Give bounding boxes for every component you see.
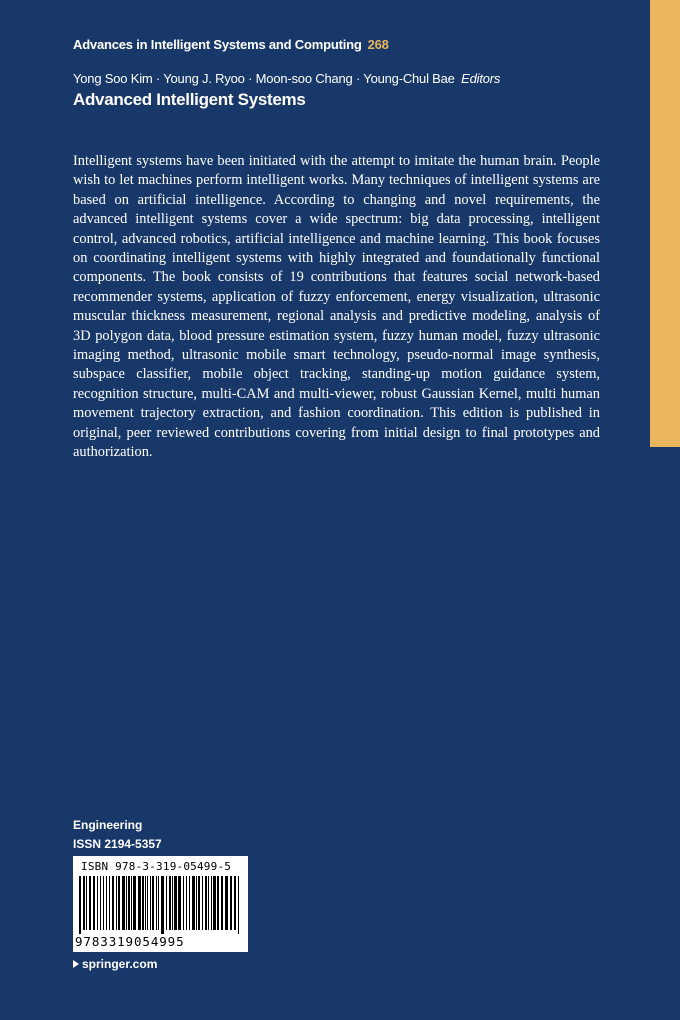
isbn-label: ISBN 978-3-319-05499-5 <box>81 860 232 873</box>
book-description: Intelligent systems have been initiated with the attempt to imitate the human brain. People wish to let machines perform intelligent works. Many techniques of intelligent systems are based on artificial intelligence. According to changing and novel requirements, the advanced intelligent systems cover a wide spectrum: big data processing, intelligent control, advanced robotics, artificial intelligence and machine learning. This book focuses on coordinating intelligent systems with highly integrated and foundationally functional components. The book consists of 19 contributions that features social network-based recommender systems, application of fuzzy enforcement, energy visualization, ultrasonic muscular thickness measurement, regional analysis and predictive modeling, analysis of 3D polygon data, blood pressure estimation system, fuzzy human model, fuzzy ultrasonic imaging method, ultrasonic mobile smart technology, pseudo-normal image synthesis, subspace classifier, mobile object tracking, standing-up motion guidance system, recognition structure, multi-CAM and multi-viewer, robust Gaussian Kernel, multi human movement trajectory extraction, and fashion coordination. This edition is published in original, peer reviewed contributions covering from initial design to final prototypes and authorization. <box>73 153 600 461</box>
barcode-bar <box>225 876 228 930</box>
barcode-bar <box>93 876 95 930</box>
barcode-bar <box>122 876 125 930</box>
website-label: springer.com <box>82 957 158 971</box>
barcode-bar <box>126 876 127 930</box>
barcode-bar <box>186 876 187 930</box>
barcode-bar <box>103 876 104 930</box>
barcode-bar <box>221 876 223 930</box>
barcode-bar <box>100 876 101 930</box>
editor-names: Yong Soo Kim · Young J. Ryoo · Moon-soo Chang · Young-Chul Bae <box>73 71 455 86</box>
barcode-bar <box>238 876 239 934</box>
barcode-bar <box>169 876 171 930</box>
barcode-bar <box>116 876 117 930</box>
barcode-bar <box>83 876 85 930</box>
barcode-bar <box>156 876 157 930</box>
barcode-bar <box>131 876 132 930</box>
triangle-arrow-icon <box>73 960 79 968</box>
barcode-bar <box>145 876 146 930</box>
subject-category: Engineering <box>73 818 143 832</box>
editors-role: Editors <box>461 71 501 86</box>
barcode-digits: 9783319054995 <box>75 934 185 949</box>
barcode-bar <box>217 876 219 930</box>
barcode-bar <box>192 876 195 930</box>
barcode-bar <box>205 876 207 930</box>
barcode-bar <box>230 876 232 930</box>
barcode-bar <box>128 876 130 930</box>
publisher-website[interactable] <box>73 957 157 971</box>
barcode-bar <box>133 876 136 930</box>
barcode-bar <box>183 876 184 930</box>
barcode-bar <box>89 876 91 930</box>
barcode-bar <box>79 876 81 934</box>
accent-strip <box>650 0 680 447</box>
barcode-bar <box>109 876 110 930</box>
barcode-bar <box>202 876 203 930</box>
barcode-bar <box>208 876 209 930</box>
barcode-bar <box>196 876 197 930</box>
barcode-bar <box>234 876 236 930</box>
barcode-bar <box>86 876 87 930</box>
editors-line <box>73 71 500 86</box>
series-number: 268 <box>367 37 389 52</box>
barcode-bars <box>77 876 244 934</box>
barcode-bar <box>158 876 159 930</box>
barcode-bar <box>174 876 177 930</box>
barcode-bar <box>198 876 200 930</box>
barcode-bar <box>166 876 167 930</box>
barcode-bar <box>97 876 98 930</box>
barcode-bar <box>161 876 164 934</box>
barcode-bar <box>106 876 107 930</box>
barcode-bar <box>150 876 151 930</box>
barcode-bar <box>118 876 120 930</box>
series-name: Advances in Intelligent Systems and Computing <box>73 37 362 52</box>
barcode-bar <box>189 876 190 930</box>
barcode-bar <box>112 876 114 930</box>
book-title: Advanced Intelligent Systems <box>73 90 306 109</box>
series-header <box>73 37 389 52</box>
barcode-bar <box>211 876 212 930</box>
barcode-bar <box>213 876 216 930</box>
barcode-bar <box>138 876 141 930</box>
issn-number: ISSN 2194-5357 <box>73 837 162 851</box>
barcode-bar <box>172 876 173 930</box>
isbn-barcode <box>73 856 248 952</box>
barcode-bar <box>147 876 148 930</box>
barcode-bar <box>142 876 144 930</box>
barcode-bar <box>178 876 181 930</box>
barcode-bar <box>152 876 154 930</box>
